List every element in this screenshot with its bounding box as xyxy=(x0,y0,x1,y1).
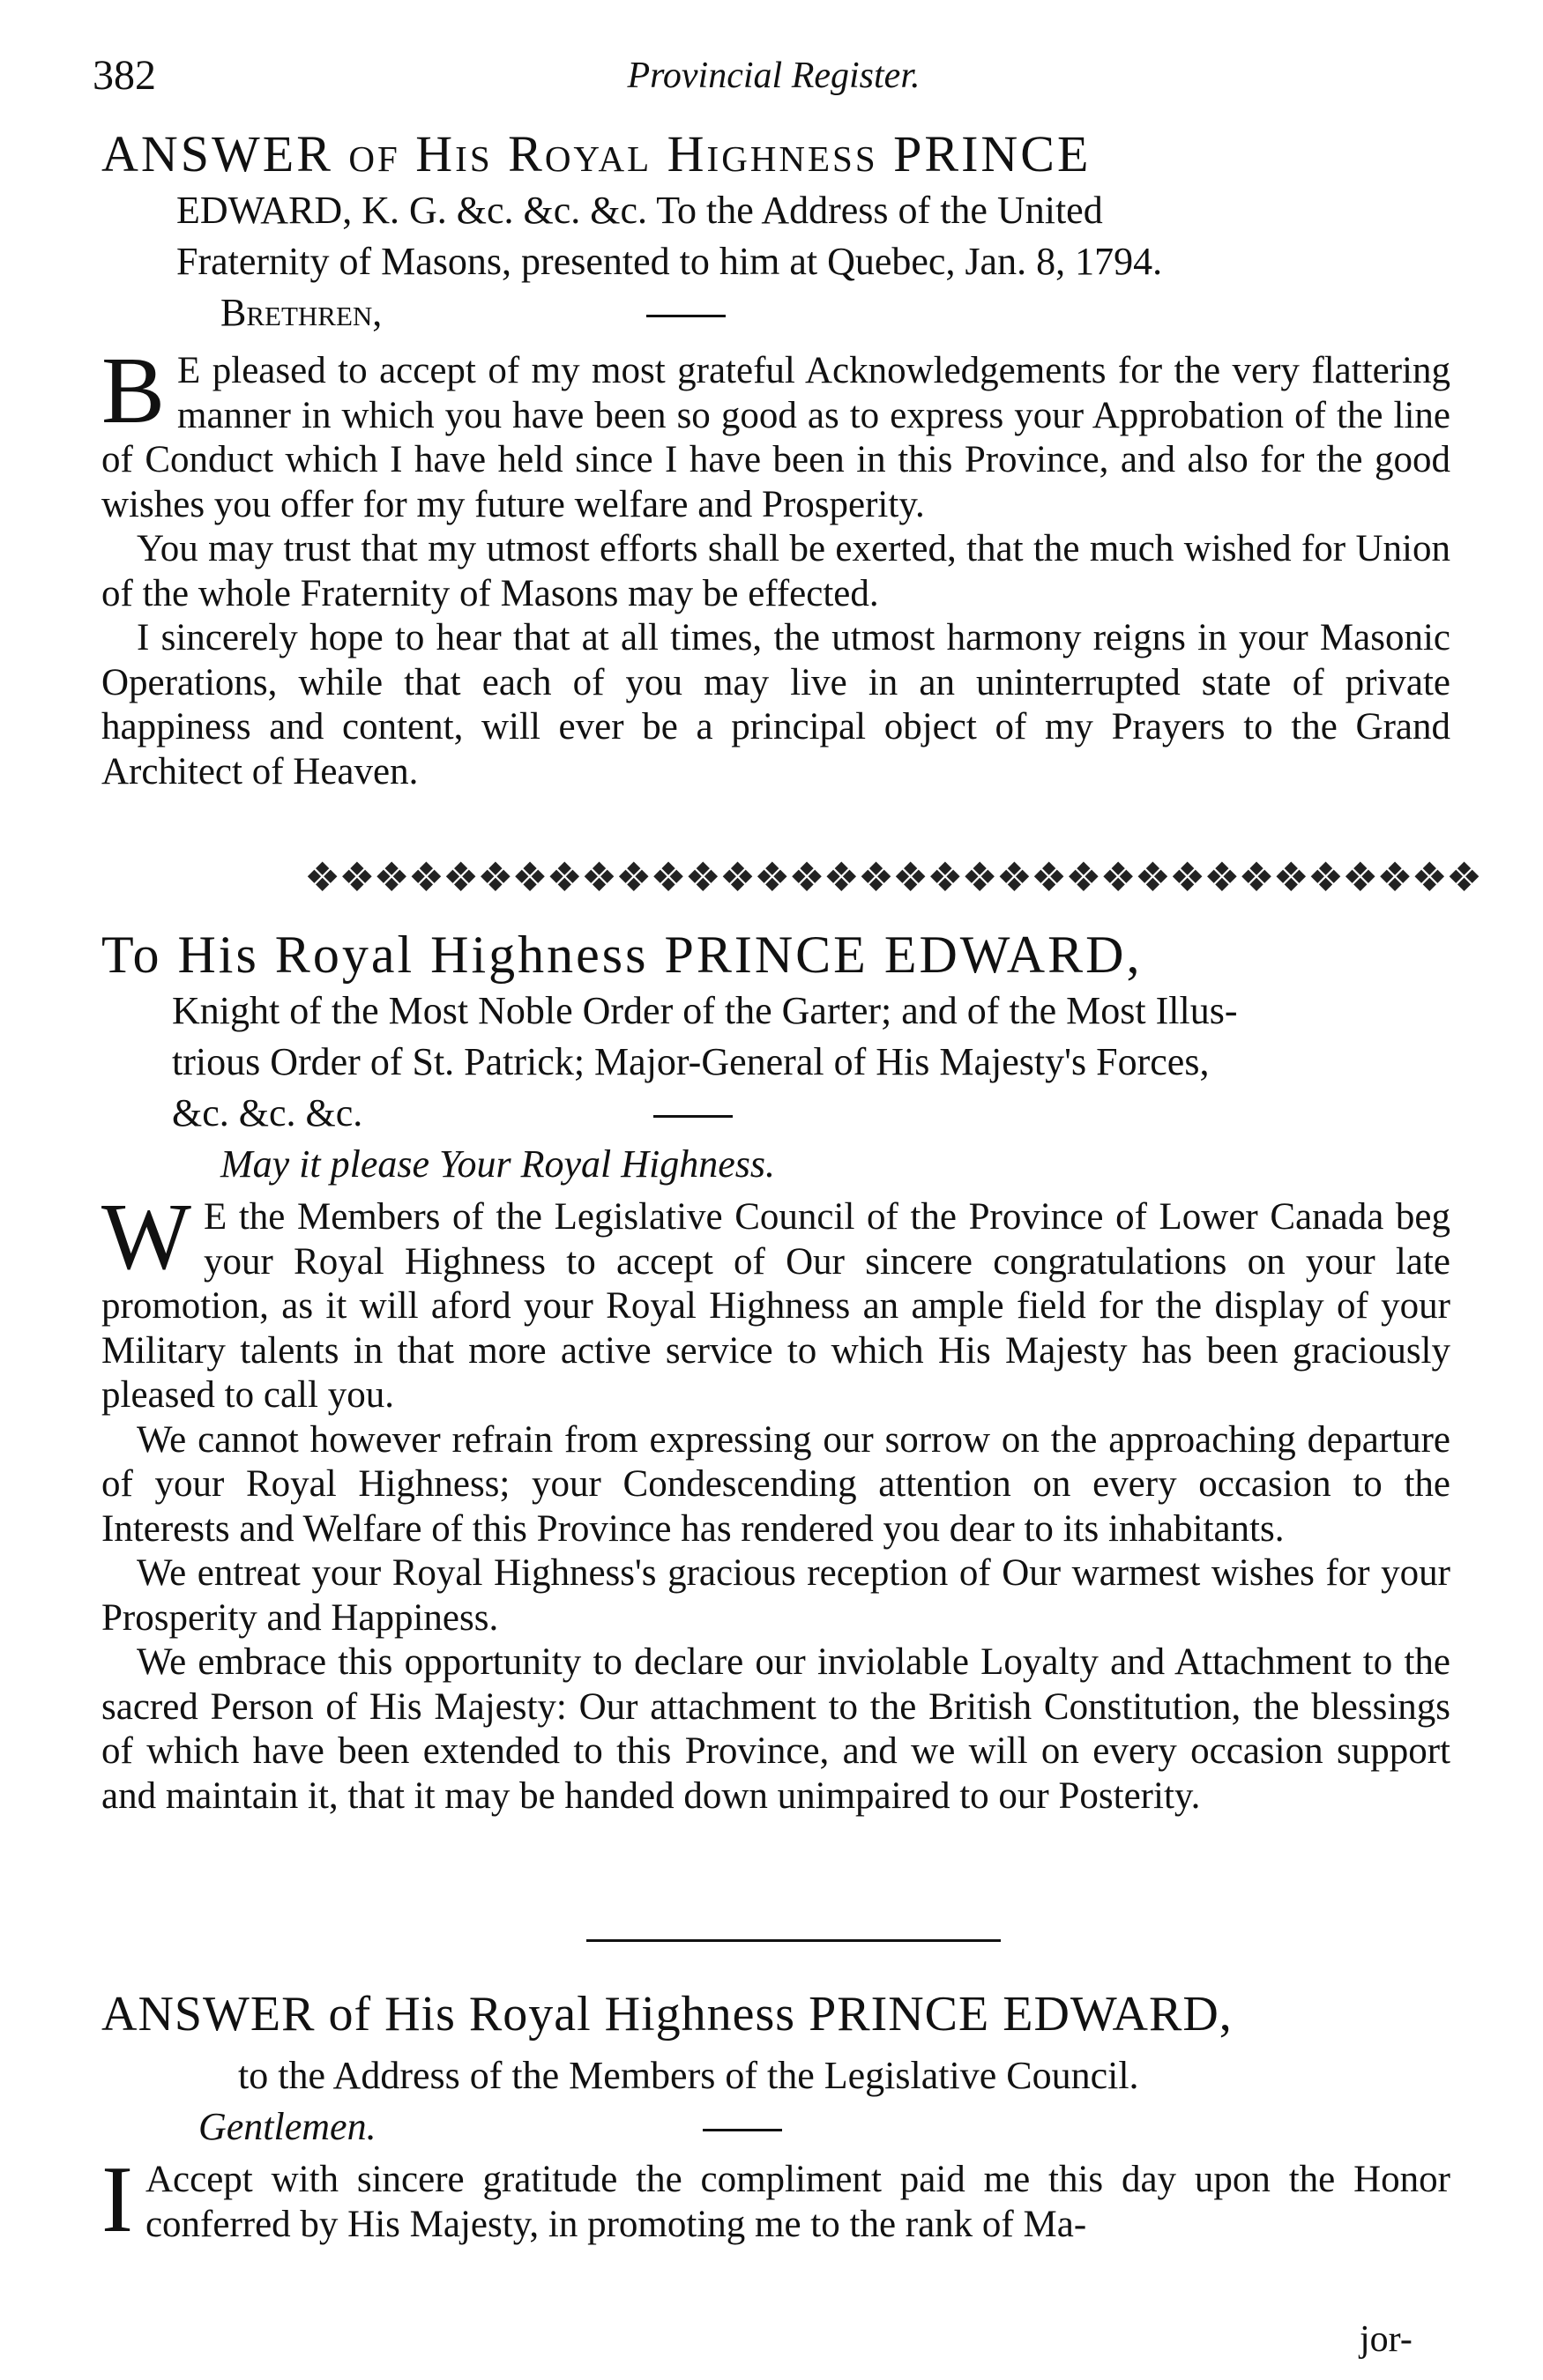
dropcap: W xyxy=(101,1185,191,1290)
section2-subheading-3: &c. &c. &c. xyxy=(172,1091,363,1134)
running-title: Provincial Register. xyxy=(627,56,921,96)
running-head xyxy=(93,51,1455,104)
section1-subheading-1: EDWARD, K. G. &c. &c. &c. To the Address of the United xyxy=(176,189,1103,232)
section2-paragraph: We embrace this opportunity to declare our inviolable Loyalty and Attachment to the sacred Person of His Majesty: Our attachment to the British Constitution, the blessings of which have been extended to this Province, and we will on every occasion support and maintain it, that it may be handed down unimpaired to our Posterity. xyxy=(101,1641,1450,1817)
dropcap: B xyxy=(101,338,166,443)
section1-paragraph: You may trust that my utmost efforts shall be exerted, that the much wished for Union of the whole Fraternity of Masons may be effected. xyxy=(101,528,1450,614)
section2-paragraph: We cannot however refrain from expressing our sorrow on the approaching departure of your Royal Highness; your Condescending attention on every occasion to the Interests and Welfare of this Province has rendered you dear to its inhabitants. xyxy=(101,1418,1450,1550)
dropcap: I xyxy=(101,2147,133,2252)
section2-paragraph: W E the Members of the Legislative Council of the Province of Lower Canada beg your Royal Highness to accept of Our sincere congratulations on your late promotion, as it will aford your Royal Highness an ample field for the display of your Military talents in that more active service to which His Majesty has been graciously pleased to call you. xyxy=(101,1185,1450,1416)
section2-paragraph: We entreat your Royal Highness's gracious reception of Our warmest wishes for your Prosperity and Happiness. xyxy=(101,1552,1450,1639)
ornamental-divider: ❖❖❖❖❖❖❖❖❖❖❖❖❖❖❖❖❖❖❖❖❖❖❖❖❖❖❖❖❖❖❖❖❖❖ xyxy=(304,855,1481,900)
section2-body xyxy=(101,1185,1450,1818)
section1-paragraph: I sincerely hope to hear that at all times, the utmost harmony reigns in your Masonic Operations, while that each of you may live in an uninterrupted state of private happiness and content, will ever be a principal object of my Prayers to the Grand Architect of Heaven. xyxy=(101,617,1450,792)
section1-heading: ANSWER of His Royal Highness PRINCE xyxy=(101,125,1092,182)
section3-body xyxy=(101,2147,1450,2252)
short-rule xyxy=(646,315,726,317)
section1-paragraph: B E pleased to accept of my most grateful Acknowledgements for the very flattering manner in which you have been so good as to express your Approbation of the line of Conduct which I have held since I have been in this Province, and also for the good wishes you offer for my future welfare and Prosperity. xyxy=(101,338,1450,525)
section3-heading: ANSWER of His Royal Highness PRINCE EDWARD, xyxy=(101,1987,1233,2042)
section2-heading: To His Royal Highness PRINCE EDWARD, xyxy=(101,926,1143,984)
section2-subheading-1: Knight of the Most Noble Order of the Garter; and of the Most Illus- xyxy=(172,989,1238,1032)
section2-subheading-2: trious Order of St. Patrick; Major-General of His Majesty's Forces, xyxy=(172,1040,1210,1083)
section1-subheading-2: Fraternity of Masons, presented to him at Quebec, Jan. 8, 1794. xyxy=(176,240,1163,283)
section-answer-masons xyxy=(101,123,1450,794)
section1-salutation: Brethren, xyxy=(220,291,383,334)
section-divider xyxy=(586,1939,1001,1942)
catchword: jor- xyxy=(1360,2319,1413,2360)
section-address-council xyxy=(101,924,1450,1818)
section-answer-council xyxy=(101,1983,1450,2252)
section2-salutation: May it please Your Royal Highness. xyxy=(220,1142,775,1186)
page-number: 382 xyxy=(93,52,156,99)
short-rule xyxy=(703,2129,782,2131)
section3-salutation: Gentlemen. xyxy=(198,2105,376,2148)
section3-paragraph: I Accept with sincere gratitude the compliment paid me this day upon the Honor conferred by His Majesty, in promoting me to the rank of Ma- xyxy=(101,2147,1450,2252)
section3-subheading-1: to the Address of the Members of the Legislative Council. xyxy=(238,2054,1139,2097)
short-rule xyxy=(653,1115,733,1118)
section1-body xyxy=(101,338,1450,794)
